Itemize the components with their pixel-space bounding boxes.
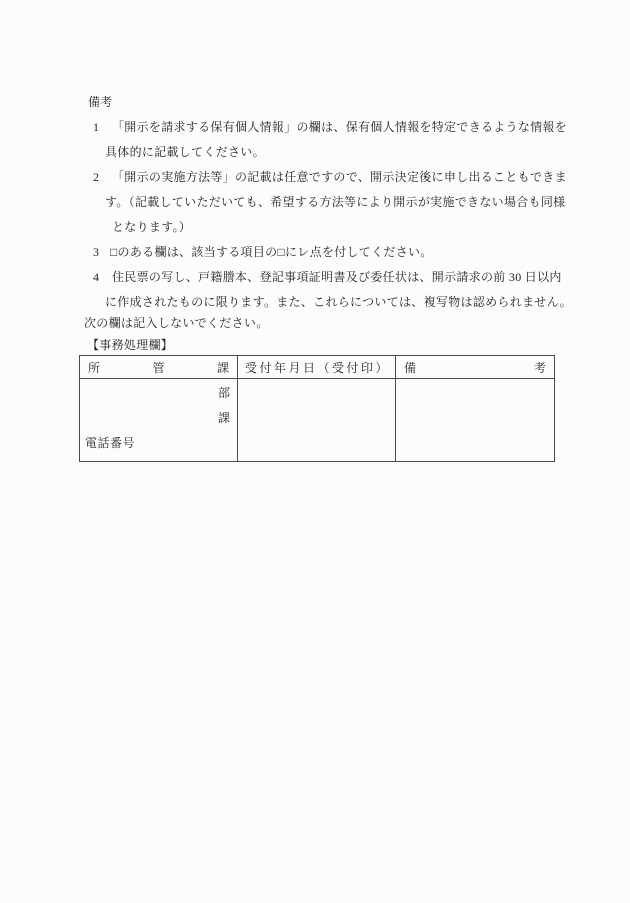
header-cell-biko <box>396 356 554 379</box>
note-1-line-2: 具体的に記載してください。 <box>105 145 265 159</box>
header-cell-shokanka <box>80 356 238 379</box>
phone-number-label: 電話番号 <box>85 436 136 450</box>
note-4-line-1: 住民票の写し、戸籍謄本、登記事項証明書及び委任状は、開示請求の前 30 日以内 <box>112 270 562 284</box>
shokanka-char-2: 管 <box>152 360 165 375</box>
note-2-line-2: す。（記載していただいても、希望する方法等により開示が実施できない場合も同様 <box>105 195 566 209</box>
shokanka-char-3: 課 <box>216 360 229 375</box>
note-2-line-3: となります。） <box>112 220 192 234</box>
processing-table-body-row <box>80 379 554 461</box>
processing-table <box>79 355 555 462</box>
note-4-number: 4 <box>93 270 99 284</box>
biko-char-1: 備 <box>404 360 417 375</box>
shokanka-char-1: 所 <box>88 360 101 375</box>
section-suffix-label: 課 <box>217 411 230 425</box>
note-4-line-2: に作成されたものに限ります。また、これらについては、複写物は認められません。 <box>105 295 572 309</box>
note-3-line-1: □のある欄は、該当する項目の□にレ点を付してください。 <box>110 245 433 259</box>
note-1-number: 1 <box>93 120 99 134</box>
header-cell-reception-date: 受付年月日（受付印） <box>238 356 396 379</box>
body-cell-biko <box>396 379 554 461</box>
department-suffix-label: 部 <box>217 386 230 400</box>
note-2-line-1: 「開示の実施方法等」の記載は任意ですので、開示決定後に申し出ることもできま <box>112 170 567 184</box>
notes-heading: 備考 <box>88 95 113 109</box>
note-3-number: 3 <box>93 245 99 259</box>
note-1-line-1: 「開示を請求する保有個人情報」の欄は、保有個人情報を特定できるような情報を <box>112 120 568 134</box>
body-cell-reception-date <box>238 379 396 461</box>
note-2-number: 2 <box>93 170 99 184</box>
processing-table-header-row <box>80 356 554 379</box>
biko-char-2: 考 <box>533 360 546 375</box>
body-cell-shokanka <box>80 379 238 461</box>
processing-section-label: 【事務処理欄】 <box>87 338 174 352</box>
do-not-fill-instruction: 次の欄は記入しないでください。 <box>84 316 269 330</box>
